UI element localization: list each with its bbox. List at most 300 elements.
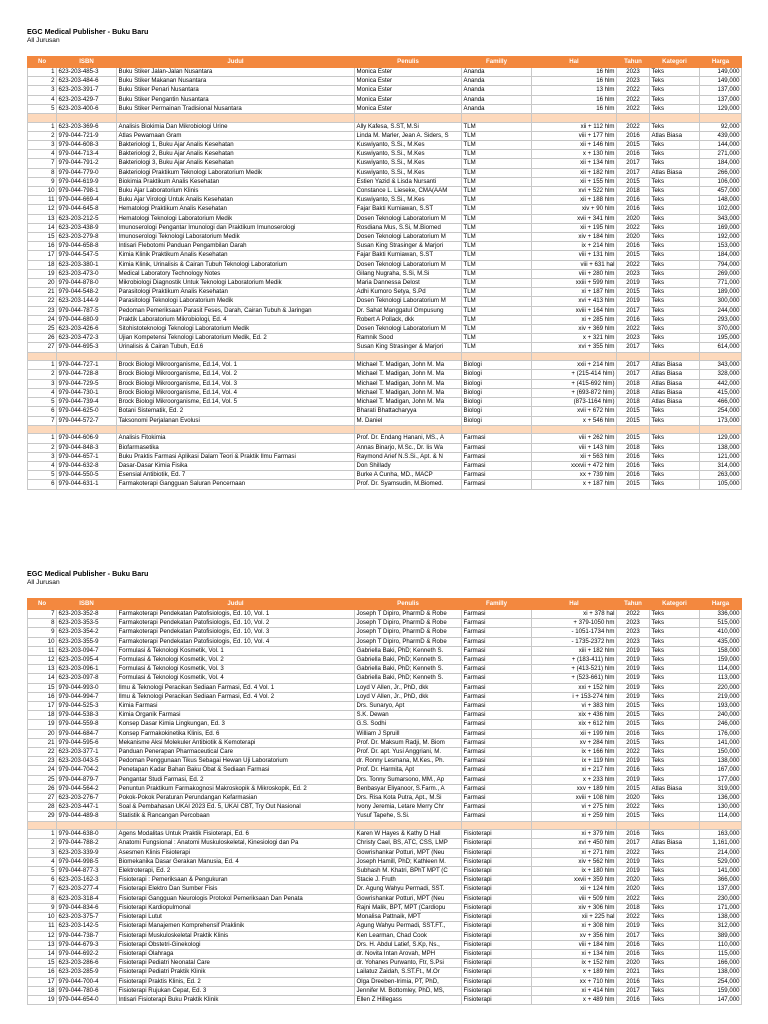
table-header-row bbox=[28, 57, 742, 68]
cell-no: 13 bbox=[28, 214, 57, 223]
cell-kategori: Teks bbox=[650, 720, 700, 729]
table-row bbox=[28, 260, 742, 269]
cell-familly: Farmasi bbox=[462, 637, 532, 646]
cell-harga: 370,000 bbox=[700, 325, 742, 334]
cell-harga: 529,000 bbox=[700, 857, 742, 866]
table-row bbox=[28, 683, 742, 692]
cell-no: 2 bbox=[28, 370, 57, 379]
cell-no: 14 bbox=[28, 949, 57, 958]
cell-hal: xi + 379 hlm bbox=[532, 830, 617, 839]
cell-familly: Farmasi bbox=[462, 803, 532, 812]
cell-tahun: 2016 bbox=[617, 196, 650, 205]
cell-hal: xi + 414 hlm bbox=[532, 986, 617, 995]
separator-cell bbox=[57, 352, 117, 361]
cell-no: 6 bbox=[28, 407, 57, 416]
cell-isbn: 979-044-608-3 bbox=[57, 141, 117, 150]
cell-hal: xii + 199 hlm bbox=[532, 729, 617, 738]
table-row bbox=[28, 223, 742, 232]
separator-cell bbox=[532, 425, 617, 434]
cell-penulis: Rosdiana Mus, S.Si, M.Biomed bbox=[355, 223, 462, 232]
cell-kategori: Teks bbox=[650, 187, 700, 196]
cell-kategori: Teks bbox=[650, 775, 700, 784]
cell-hal: i + 153-274 hlm bbox=[532, 692, 617, 701]
cell-judul: Farmakoterapi Gangguan Saluran Pencernaan bbox=[117, 480, 355, 489]
cell-kategori: Teks bbox=[650, 692, 700, 701]
cell-isbn: 979-044-669-4 bbox=[57, 196, 117, 205]
cell-tahun: 2022 bbox=[617, 610, 650, 619]
cell-judul: Penuntun Praktikum Farmakognosi Makroskopik & Mikroskopik, Ed. 2 bbox=[117, 784, 355, 793]
cell-kategori: Teks bbox=[650, 343, 700, 352]
table-row bbox=[28, 757, 742, 766]
cell-kategori: Teks bbox=[650, 766, 700, 775]
cell-kategori: Teks bbox=[650, 637, 700, 646]
cell-kategori: Teks bbox=[650, 940, 700, 949]
cell-kategori: Atlas Biasa bbox=[650, 388, 700, 397]
cell-kategori: Teks bbox=[650, 122, 700, 131]
cell-kategori: Teks bbox=[650, 702, 700, 711]
cell-judul: Formulasi & Teknologi Kosmetik, Vol. 2 bbox=[117, 656, 355, 665]
cell-tahun: 2020 bbox=[617, 959, 650, 968]
cell-kategori: Teks bbox=[650, 885, 700, 894]
cell-harga: 92,000 bbox=[700, 122, 742, 131]
cell-kategori: Teks bbox=[650, 150, 700, 159]
cell-penulis: Joseph T Dipiro, PharmD & Robe bbox=[355, 628, 462, 637]
cell-judul: Asesmen Klinis Fisioterapi bbox=[117, 848, 355, 857]
separator-cell bbox=[117, 821, 355, 830]
separator-cell bbox=[617, 821, 650, 830]
cell-kategori: Teks bbox=[650, 674, 700, 683]
cell-familly: Farmasi bbox=[462, 610, 532, 619]
cell-judul: Bakteriologi 3, Buku Ajar Analis Kesehatan bbox=[117, 159, 355, 168]
cell-no: 6 bbox=[28, 480, 57, 489]
cell-no: 24 bbox=[28, 315, 57, 324]
cell-hal: x + 189 hlm bbox=[532, 968, 617, 977]
cell-hal: xiv + 90 hlm bbox=[532, 205, 617, 214]
cell-harga: 442,000 bbox=[700, 379, 742, 388]
cell-kategori: Atlas Biasa bbox=[650, 168, 700, 177]
cell-kategori: Teks bbox=[650, 922, 700, 931]
cell-hal: xii + 182 hlm bbox=[532, 168, 617, 177]
table-row bbox=[28, 729, 742, 738]
cell-penulis: Monica Ester bbox=[355, 104, 462, 113]
cell-hal: + (215-414 hlm) bbox=[532, 370, 617, 379]
cell-penulis: Adhi Kumoro Setya, S.Pd bbox=[355, 288, 462, 297]
cell-kategori: Teks bbox=[650, 159, 700, 168]
cell-tahun: 2017 bbox=[617, 986, 650, 995]
cell-hal: x + 130 hlm bbox=[532, 150, 617, 159]
cell-hal: viii + 280 hlm bbox=[532, 269, 617, 278]
cell-hal: + (413-521) hlm bbox=[532, 665, 617, 674]
cell-tahun: 2015 bbox=[617, 177, 650, 186]
table-row bbox=[28, 803, 742, 812]
cell-no: 10 bbox=[28, 913, 57, 922]
cell-isbn: 979-044-704-2 bbox=[57, 766, 117, 775]
cell-hal: xxv + 189 hlm bbox=[532, 784, 617, 793]
table-row bbox=[28, 361, 742, 370]
cell-hal: xiv + 306 hlm bbox=[532, 903, 617, 912]
cell-hal: viii + 177 hlm bbox=[532, 131, 617, 140]
cell-tahun: 2020 bbox=[617, 794, 650, 803]
column-header-hal: Hal bbox=[532, 57, 617, 68]
cell-harga: 166,000 bbox=[700, 959, 742, 968]
cell-no: 7 bbox=[28, 159, 57, 168]
cell-kategori: Teks bbox=[650, 471, 700, 480]
cell-isbn: 623-203-485-3 bbox=[57, 68, 117, 77]
cell-kategori: Teks bbox=[650, 297, 700, 306]
cell-judul: Intisari Fisioterapi Buku Praktik Klinik bbox=[117, 995, 355, 1004]
cell-no: 12 bbox=[28, 205, 57, 214]
cell-judul: Fisioterapi Kardiopulmonal bbox=[117, 903, 355, 912]
document-subtitle: All Jurusan bbox=[27, 37, 60, 44]
cell-kategori: Teks bbox=[650, 242, 700, 251]
cell-penulis: Joseph T Dipiro, PharmD & Robe bbox=[355, 610, 462, 619]
cell-tahun: 2016 bbox=[617, 949, 650, 958]
cell-isbn: 979-044-658-8 bbox=[57, 242, 117, 251]
cell-tahun: 2017 bbox=[617, 931, 650, 940]
cell-hal: 16 hlm bbox=[532, 68, 617, 77]
table-row bbox=[28, 665, 742, 674]
cell-hal: xvi + 522 hlm bbox=[532, 187, 617, 196]
cell-kategori: Teks bbox=[650, 748, 700, 757]
cell-harga: 171,000 bbox=[700, 903, 742, 912]
cell-judul: Panduan Penerapan Pharmaceutical Care bbox=[117, 748, 355, 757]
cell-penulis: Gabriella Baki, PhD; Kenneth S. bbox=[355, 646, 462, 655]
cell-judul: Kimia Organik Farmasi bbox=[117, 711, 355, 720]
cell-judul: Imunoserologi Teknologi Laboratorium Medik bbox=[117, 233, 355, 242]
cell-judul: Kimia Klinik, Urinalisis & Cairan Tubuh Teknologi Laboratorium bbox=[117, 260, 355, 269]
cell-judul: Praktik Laboratorium Mikrobiologi, Ed. 4 bbox=[117, 315, 355, 324]
cell-judul: Intisari Flebotomi Panduan Pengambilan Darah bbox=[117, 242, 355, 251]
cell-kategori: Teks bbox=[650, 334, 700, 343]
cell-harga: 114,000 bbox=[700, 665, 742, 674]
cell-isbn: 979-044-657-1 bbox=[57, 452, 117, 461]
cell-tahun: 2016 bbox=[617, 452, 650, 461]
cell-harga: 110,000 bbox=[700, 940, 742, 949]
cell-isbn: 623-203-276-7 bbox=[57, 794, 117, 803]
cell-tahun: 2022 bbox=[617, 894, 650, 903]
cell-familly: TLM bbox=[462, 251, 532, 260]
cell-no: 7 bbox=[28, 416, 57, 425]
cell-no: 3 bbox=[28, 848, 57, 857]
cell-kategori: Atlas Biasa bbox=[650, 131, 700, 140]
cell-judul: Konsep Dasar Kimia Lingkungan, Ed. 3 bbox=[117, 720, 355, 729]
cell-judul: Taksonomi Perjalanan Evolusi bbox=[117, 416, 355, 425]
separator-cell bbox=[650, 425, 700, 434]
cell-hal: xii + 155 hlm bbox=[532, 177, 617, 186]
cell-judul: Farmakoterapi Pendekatan Patofisiologis, Ed. 10, Vol. 1 bbox=[117, 610, 355, 619]
cell-harga: 150,000 bbox=[700, 748, 742, 757]
cell-hal: xi + 378 hal bbox=[532, 610, 617, 619]
cell-harga: 138,000 bbox=[700, 757, 742, 766]
cell-judul: Pokok-Pokok Peraturan Perundangan Kefarmasian bbox=[117, 794, 355, 803]
cell-judul: Soal & Pembahasan UKAI 2023 Ed. 5, UKAI CBT, Try Out Nasional bbox=[117, 803, 355, 812]
cell-familly: Farmasi bbox=[462, 452, 532, 461]
cell-hal: xii + 563 hlm bbox=[532, 452, 617, 461]
cell-harga: 193,000 bbox=[700, 702, 742, 711]
cell-no: 13 bbox=[28, 665, 57, 674]
cell-penulis: Kuswiyanto, S.Si., M.Kes bbox=[355, 159, 462, 168]
cell-kategori: Teks bbox=[650, 857, 700, 866]
cell-tahun: 2015 bbox=[617, 251, 650, 260]
cell-harga: 141,000 bbox=[700, 738, 742, 747]
cell-familly: Fisioterapi bbox=[462, 913, 532, 922]
cell-familly: TLM bbox=[462, 297, 532, 306]
cell-no: 29 bbox=[28, 812, 57, 821]
cell-judul: Parasitologi Teknologi Laboratorium Medik bbox=[117, 297, 355, 306]
cell-judul: Ilmu & Teknologi Peracikan Sediaan Farmasi, Ed. 4 Vol. 2 bbox=[117, 692, 355, 701]
separator-cell bbox=[650, 114, 700, 123]
cell-isbn: 979-044-848-3 bbox=[57, 443, 117, 452]
cell-familly: Fisioterapi bbox=[462, 968, 532, 977]
cell-isbn: 623-203-484-6 bbox=[57, 77, 117, 86]
cell-tahun: 2016 bbox=[617, 977, 650, 986]
cell-penulis: Drs. H. Abdul Latief, S.Kp, Ns., bbox=[355, 940, 462, 949]
cell-familly: TLM bbox=[462, 242, 532, 251]
cell-penulis: Drs. Sunaryo, Apt bbox=[355, 702, 462, 711]
cell-tahun: 2022 bbox=[617, 848, 650, 857]
cell-familly: Fisioterapi bbox=[462, 848, 532, 857]
cell-kategori: Teks bbox=[650, 315, 700, 324]
cell-no: 21 bbox=[28, 288, 57, 297]
cell-judul: Brock Biologi Mikroorganisme, Ed.14, Vol. 1 bbox=[117, 361, 355, 370]
cell-judul: Atlas Pewarnaan Gram bbox=[117, 131, 355, 140]
table-row bbox=[28, 398, 742, 407]
cell-tahun: 2019 bbox=[617, 775, 650, 784]
separator-cell bbox=[700, 352, 742, 361]
cell-harga: 314,000 bbox=[700, 461, 742, 470]
cell-no: 27 bbox=[28, 794, 57, 803]
cell-judul: Bakteriologi 1, Buku Ajar Analis Kesehatan bbox=[117, 141, 355, 150]
table-row bbox=[28, 995, 742, 1004]
cell-harga: 144,000 bbox=[700, 141, 742, 150]
cell-isbn: 979-044-564-2 bbox=[57, 784, 117, 793]
cell-judul: Formulasi & Teknologi Kosmetik, Vol. 3 bbox=[117, 665, 355, 674]
cell-penulis: Prof. Dr. Syamsudin, M.Biomed. bbox=[355, 480, 462, 489]
cell-kategori: Teks bbox=[650, 986, 700, 995]
cell-penulis: Gowrishankar Potturi, MPT (Neu bbox=[355, 848, 462, 857]
cell-isbn: 979-044-559-8 bbox=[57, 720, 117, 729]
cell-harga: 415,000 bbox=[700, 388, 742, 397]
cell-isbn: 979-044-739-4 bbox=[57, 398, 117, 407]
cell-familly: TLM bbox=[462, 315, 532, 324]
cell-penulis: Robert A Pollack, dkk bbox=[355, 315, 462, 324]
cell-kategori: Teks bbox=[650, 711, 700, 720]
cell-judul: Urinalisis & Cairan Tubuh, Ed.6 bbox=[117, 343, 355, 352]
cell-judul: Anatomi Fungsional : Anatomi Muskuloskeletal, Kinesiologi dan Pa bbox=[117, 839, 355, 848]
table-row bbox=[28, 214, 742, 223]
cell-hal: xx + 739 hlm bbox=[532, 471, 617, 480]
cell-penulis: Fajar Bakti Kurniawan, S.ST bbox=[355, 205, 462, 214]
cell-familly: Fisioterapi bbox=[462, 876, 532, 885]
cell-familly: TLM bbox=[462, 196, 532, 205]
cell-tahun: 2022 bbox=[617, 122, 650, 131]
cell-hal: viii + 131 hlm bbox=[532, 251, 617, 260]
cell-judul: Mekanisme Aksi Molekuler Antibiotik & Kemoterapi bbox=[117, 738, 355, 747]
cell-isbn: 979-044-692-2 bbox=[57, 949, 117, 958]
cell-hal: x + 233 hlm bbox=[532, 775, 617, 784]
cell-judul: Biomekanika Dasar Gerakan Manusia, Ed. 4 bbox=[117, 857, 355, 866]
cell-tahun: 2020 bbox=[617, 233, 650, 242]
cell-hal: xii + 112 hlm bbox=[532, 122, 617, 131]
cell-judul: Buku Ajar Virologi Untuk Analis Kesehatan bbox=[117, 196, 355, 205]
table-row bbox=[28, 637, 742, 646]
cell-harga: 149,000 bbox=[700, 68, 742, 77]
cell-no: 14 bbox=[28, 223, 57, 232]
cell-familly: Fisioterapi bbox=[462, 977, 532, 986]
cell-penulis: Prof. Dr. apt. Yusi Anggriani, M. bbox=[355, 748, 462, 757]
section-1-header bbox=[27, 27, 148, 45]
cell-tahun: 2020 bbox=[617, 214, 650, 223]
cell-familly: TLM bbox=[462, 177, 532, 186]
cell-penulis: Ally Kafesa, S.ST, M.Si bbox=[355, 122, 462, 131]
cell-hal: viii + 631 hal bbox=[532, 260, 617, 269]
cell-penulis: Loyd V Allen, Jr., PhD, dkk bbox=[355, 683, 462, 692]
cell-harga: 263,000 bbox=[700, 471, 742, 480]
cell-penulis: dr. Novita Intan Arovah, MPH bbox=[355, 949, 462, 958]
cell-tahun: 2019 bbox=[617, 867, 650, 876]
cell-tahun: 2016 bbox=[617, 830, 650, 839]
cell-penulis: Dr. Sahat Manggatul Ompusung bbox=[355, 306, 462, 315]
cell-harga: 254,000 bbox=[700, 407, 742, 416]
cell-harga: 148,000 bbox=[700, 196, 742, 205]
cell-familly: Ananda bbox=[462, 86, 532, 95]
cell-no: 3 bbox=[28, 141, 57, 150]
table-row bbox=[28, 297, 742, 306]
cell-tahun: 2018 bbox=[617, 187, 650, 196]
table-row bbox=[28, 104, 742, 113]
cell-hal: xxiii + 599 hlm bbox=[532, 279, 617, 288]
cell-kategori: Teks bbox=[650, 665, 700, 674]
cell-judul: Fisioterapi Manajemen Komprehensif Praklinik bbox=[117, 922, 355, 931]
cell-tahun: 2016 bbox=[617, 315, 650, 324]
cell-harga: 113,000 bbox=[700, 674, 742, 683]
cell-harga: 515,000 bbox=[700, 619, 742, 628]
cell-judul: Farmakoterapi Pendekatan Patofisiologis, Ed. 10, Vol. 4 bbox=[117, 637, 355, 646]
cell-penulis: Drs. Tonny Sumarsono, MM., Ap bbox=[355, 775, 462, 784]
table-row bbox=[28, 379, 742, 388]
document-title: EGC Medical Publisher - Buku Baru bbox=[27, 569, 149, 578]
cell-familly: Farmasi bbox=[462, 784, 532, 793]
cell-tahun: 2022 bbox=[617, 748, 650, 757]
cell-kategori: Atlas Biasa bbox=[650, 370, 700, 379]
cell-familly: Fisioterapi bbox=[462, 830, 532, 839]
table-row bbox=[28, 977, 742, 986]
cell-harga: 435,000 bbox=[700, 637, 742, 646]
column-header-kategori: Kategori bbox=[650, 57, 700, 68]
cell-hal: x + 187 hlm bbox=[532, 480, 617, 489]
cell-kategori: Teks bbox=[650, 610, 700, 619]
cell-no: 9 bbox=[28, 628, 57, 637]
table-row bbox=[28, 288, 742, 297]
table-row bbox=[28, 812, 742, 821]
cell-no: 24 bbox=[28, 766, 57, 775]
cell-familly: TLM bbox=[462, 187, 532, 196]
cell-judul: Kimia Farmasi bbox=[117, 702, 355, 711]
cell-isbn: 623-203-400-6 bbox=[57, 104, 117, 113]
cell-harga: 266,000 bbox=[700, 168, 742, 177]
cell-penulis: Gowrishankar Potturi, MPT (Neu bbox=[355, 894, 462, 903]
cell-harga: 366,000 bbox=[700, 876, 742, 885]
cell-harga: 137,000 bbox=[700, 95, 742, 104]
cell-familly: Farmasi bbox=[462, 480, 532, 489]
table-row bbox=[28, 885, 742, 894]
column-header-hal: Hal bbox=[532, 599, 617, 610]
cell-harga: 230,000 bbox=[700, 894, 742, 903]
table-row bbox=[28, 968, 742, 977]
cell-familly: Fisioterapi bbox=[462, 894, 532, 903]
cell-harga: 130,000 bbox=[700, 803, 742, 812]
cell-harga: 220,000 bbox=[700, 683, 742, 692]
cell-penulis: Michael T. Madigan, John M. Ma bbox=[355, 379, 462, 388]
cell-isbn: 623-203-142-5 bbox=[57, 922, 117, 931]
cell-tahun: 2015 bbox=[617, 416, 650, 425]
cell-penulis: Gabriella Baki, PhD; Kenneth S. bbox=[355, 674, 462, 683]
cell-kategori: Teks bbox=[650, 903, 700, 912]
cell-tahun: 2022 bbox=[617, 260, 650, 269]
cell-judul: Buku Stiker Penari Nusantara bbox=[117, 86, 355, 95]
cell-judul: Fisioterapi Elektro Dan Sumber Fisis bbox=[117, 885, 355, 894]
cell-hal: 13 hlm bbox=[532, 86, 617, 95]
cell-isbn: 979-044-684-7 bbox=[57, 729, 117, 738]
cell-no: 4 bbox=[28, 95, 57, 104]
cell-tahun: 2016 bbox=[617, 131, 650, 140]
cell-familly: Farmasi bbox=[462, 757, 532, 766]
cell-no: 14 bbox=[28, 674, 57, 683]
cell-penulis: Don Shillady bbox=[355, 461, 462, 470]
cell-penulis: Michael T. Madigan, John M. Ma bbox=[355, 388, 462, 397]
cell-penulis: Prof. Dr. Maksum Radji, M. Biom bbox=[355, 738, 462, 747]
cell-judul: Fisioterapi Rujukan Cepat, Ed. 3 bbox=[117, 986, 355, 995]
cell-harga: 106,000 bbox=[700, 177, 742, 186]
cell-isbn: 623-203-162-3 bbox=[57, 876, 117, 885]
cell-tahun: 2023 bbox=[617, 68, 650, 77]
cell-tahun: 2018 bbox=[617, 388, 650, 397]
cell-harga: 176,000 bbox=[700, 729, 742, 738]
cell-kategori: Teks bbox=[650, 683, 700, 692]
cell-hal: xxxvii + 472 hlm bbox=[532, 461, 617, 470]
cell-familly: Farmasi bbox=[462, 646, 532, 655]
cell-judul: Statistik & Rancangan Percobaan bbox=[117, 812, 355, 821]
cell-familly: TLM bbox=[462, 223, 532, 232]
cell-tahun: 2019 bbox=[617, 665, 650, 674]
column-header-harga: Harga bbox=[700, 599, 742, 610]
table-row bbox=[28, 279, 742, 288]
cell-kategori: Teks bbox=[650, 407, 700, 416]
cell-isbn: 979-044-695-3 bbox=[57, 343, 117, 352]
cell-kategori: Teks bbox=[650, 848, 700, 857]
table-row bbox=[28, 610, 742, 619]
table-row bbox=[28, 95, 742, 104]
cell-isbn: 623-203-339-9 bbox=[57, 848, 117, 857]
cell-isbn: 979-044-550-5 bbox=[57, 471, 117, 480]
cell-no: 7 bbox=[28, 610, 57, 619]
cell-hal: x + 321 hlm bbox=[532, 334, 617, 343]
cell-isbn: 979-044-787-5 bbox=[57, 306, 117, 315]
cell-harga: 158,000 bbox=[700, 646, 742, 655]
cell-judul: Biofarmasetika bbox=[117, 443, 355, 452]
cell-judul: Buku Stiker Jalan-Jalan Nusantara bbox=[117, 68, 355, 77]
cell-no: 18 bbox=[28, 260, 57, 269]
cell-harga: 163,000 bbox=[700, 830, 742, 839]
cell-tahun: 2022 bbox=[617, 803, 650, 812]
column-header-familly: Familly bbox=[462, 599, 532, 610]
cell-kategori: Teks bbox=[650, 894, 700, 903]
cell-no: 25 bbox=[28, 775, 57, 784]
cell-penulis: Joseph T Dipiro, PharmD & Robe bbox=[355, 619, 462, 628]
cell-harga: 794,000 bbox=[700, 260, 742, 269]
cell-isbn: 979-044-727-1 bbox=[57, 361, 117, 370]
separator-cell bbox=[650, 352, 700, 361]
